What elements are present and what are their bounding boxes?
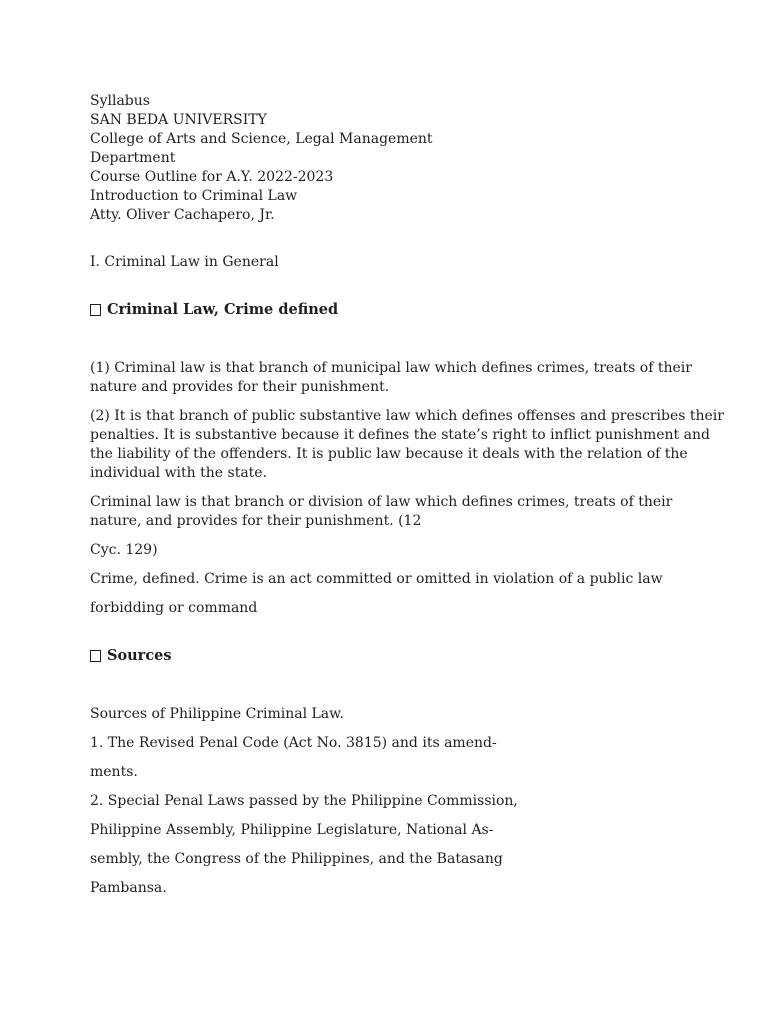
sources-line: ments. [90, 764, 138, 780]
sources-line: Pambansa. [90, 880, 167, 896]
paragraph-line: the liability of the offenders. It is public law because it deals with the relation of the [90, 446, 688, 462]
subheading-label: Sources [107, 647, 172, 664]
sources-line: 1. The Revised Penal Code (Act No. 3815) and its amend- [90, 735, 497, 751]
checkbox-icon [90, 650, 101, 662]
header-department: Department [90, 150, 176, 166]
paragraph-line: (2) It is that branch of public substantive law which defines offenses and prescribes their [90, 408, 724, 424]
header-course-outline: Course Outline for A.Y. 2022-2023 [90, 169, 334, 185]
paragraph-crime-defined-cont: forbidding or command [90, 600, 258, 616]
header-college: College of Arts and Science, Legal Management [90, 131, 433, 147]
header-instructor: Atty. Oliver Cachapero, Jr. [90, 207, 275, 223]
paragraph-crime-defined: Crime, defined. Crime is an act committed or omitted in violation of a public law [90, 571, 663, 587]
subheading-label: Criminal Law, Crime defined [107, 301, 339, 318]
checkbox-icon [90, 304, 101, 316]
paragraph-3 [90, 493, 690, 531]
header-syllabus: Syllabus [90, 93, 150, 109]
subheading-criminal-law-crime-defined [90, 300, 690, 319]
sources-line: Philippine Assembly, Philippine Legislature, National As- [90, 822, 494, 838]
paragraph-line: penalties. It is substantive because it defines the state’s right to inflict punishment and [90, 427, 710, 443]
course-header [90, 92, 690, 225]
sources-line: 2. Special Penal Laws passed by the Philippine Commission, [90, 793, 518, 809]
paragraph-line: nature, and provides for their punishment. (12 [90, 513, 422, 529]
paragraph-line: (1) Criminal law is that branch of municipal law which defines crimes, treats of their [90, 360, 692, 376]
paragraph-line: Criminal law is that branch or division of law which defines crimes, treats of their [90, 494, 673, 510]
sources-line: sembly, the Congress of the Philippines, and the Batasang [90, 851, 503, 867]
sources-list [90, 705, 690, 898]
header-university: SAN BEDA UNIVERSITY [90, 112, 267, 128]
subheading-sources [90, 646, 690, 665]
paragraph-2 [90, 407, 724, 483]
paragraph-1 [90, 359, 690, 397]
document-page [90, 92, 724, 898]
sources-line: Sources of Philippine Criminal Law. [90, 706, 344, 722]
paragraph-citation: Cyc. 129) [90, 542, 158, 558]
section-title-criminal-law-general: I. Criminal Law in General [90, 254, 279, 270]
header-course-title: Introduction to Criminal Law [90, 188, 298, 204]
paragraph-line: individual with the state. [90, 465, 268, 481]
paragraph-line: nature and provides for their punishment. [90, 379, 390, 395]
